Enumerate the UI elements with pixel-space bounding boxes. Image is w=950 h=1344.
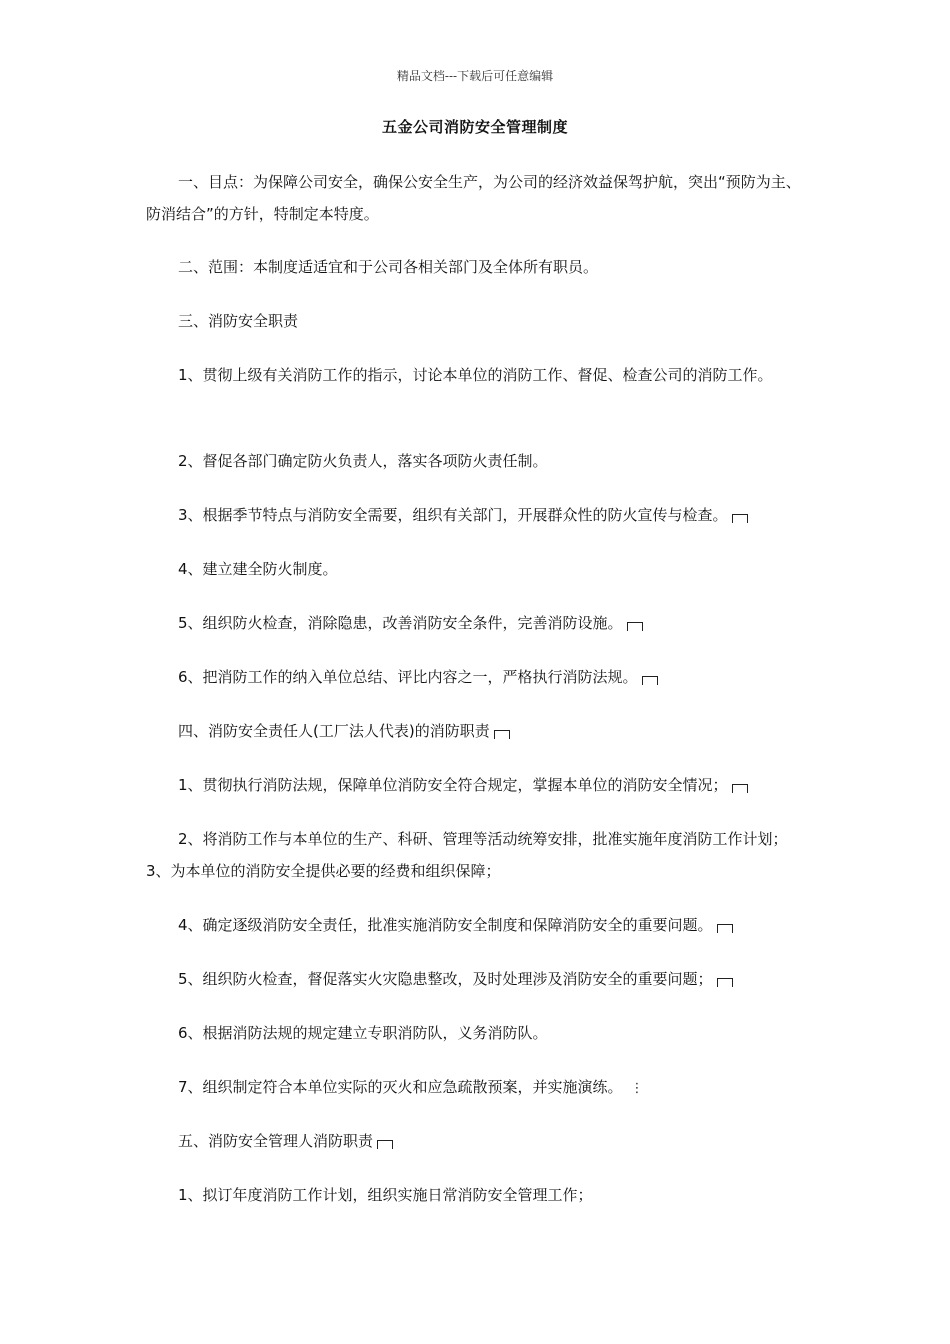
bracket-mark-icon [732,514,748,523]
vertical-dots-icon: ⋮ [630,1081,644,1096]
bracket-mark-icon [627,622,643,631]
section-heading-4: 四、消防安全责任人(工厂法人代表)的消防职责 [146,715,810,747]
bracket-mark-icon [642,676,658,685]
bracket-mark-icon [717,924,733,933]
list-item: 1、贯彻上级有关消防工作的指示，讨论本单位的消防工作、督促、检查公司的消防工作。 [178,366,773,384]
bracket-mark-icon [494,730,510,739]
list-item: 6、根据消防法规的规定建立专职消防队，义务消防队。 [178,1024,548,1042]
list-item: 2、将消防工作与本单位的生产、科研、管理等活动统筹安排，批准实施年度消防工作计划；3、为本单位的消防安全提供必要的经费和组织保障； [146,830,788,880]
paragraph-scope: 二、范围：本制度适适宜和于公司各相关部门及全体所有职员。 [178,258,599,276]
section-heading-3: 三、消防安全职责 [178,312,299,330]
list-item: 1、拟订年度消防工作计划，组织实施日常消防安全管理工作； [178,1186,593,1204]
list-item: 4、确定逐级消防安全责任，批准实施消防安全制度和保障消防安全的重要问题。 [146,909,810,941]
bracket-mark-icon [377,1140,393,1149]
list-item: 1、贯彻执行消防法规，保障单位消防安全符合规定，掌握本单位的消防安全情况； [146,769,810,801]
bracket-mark-icon [717,978,733,987]
list-item: 4、建立建全防火制度。 [178,560,338,578]
list-item: 3、根据季节特点与消防安全需要，组织有关部门，开展群众性的防火宣传与检查。 [146,499,810,531]
list-item: 2、督促各部门确定防火负责人，落实各项防火责任制。 [178,452,548,470]
list-item: 6、把消防工作的纳入单位总结、评比内容之一，严格执行消防法规。 [146,661,810,693]
page-header: 精品文档---下载后可任意编辑 [396,69,554,83]
document-title: 五金公司消防安全管理制度 [381,118,568,136]
paragraph-purpose: 一、目点：为保障公司安全，确保公安全生产，为公司的经济效益保驾护航，突出“预防为主、防消结合”的方针，特制定本特度。 [146,173,801,223]
bracket-mark-icon [732,784,748,793]
list-item: 7、组织制定符合本单位实际的灭火和应急疏散预案，并实施演练。 ⋮ [146,1071,810,1105]
section-heading-5: 五、消防安全管理人消防职责 [146,1125,810,1157]
list-item: 5、组织防火检查，消除隐患，改善消防安全条件，完善消防设施。 [146,607,810,639]
list-item: 5、组织防火检查，督促落实火灾隐患整改，及时处理涉及消防安全的重要问题； [146,963,810,995]
